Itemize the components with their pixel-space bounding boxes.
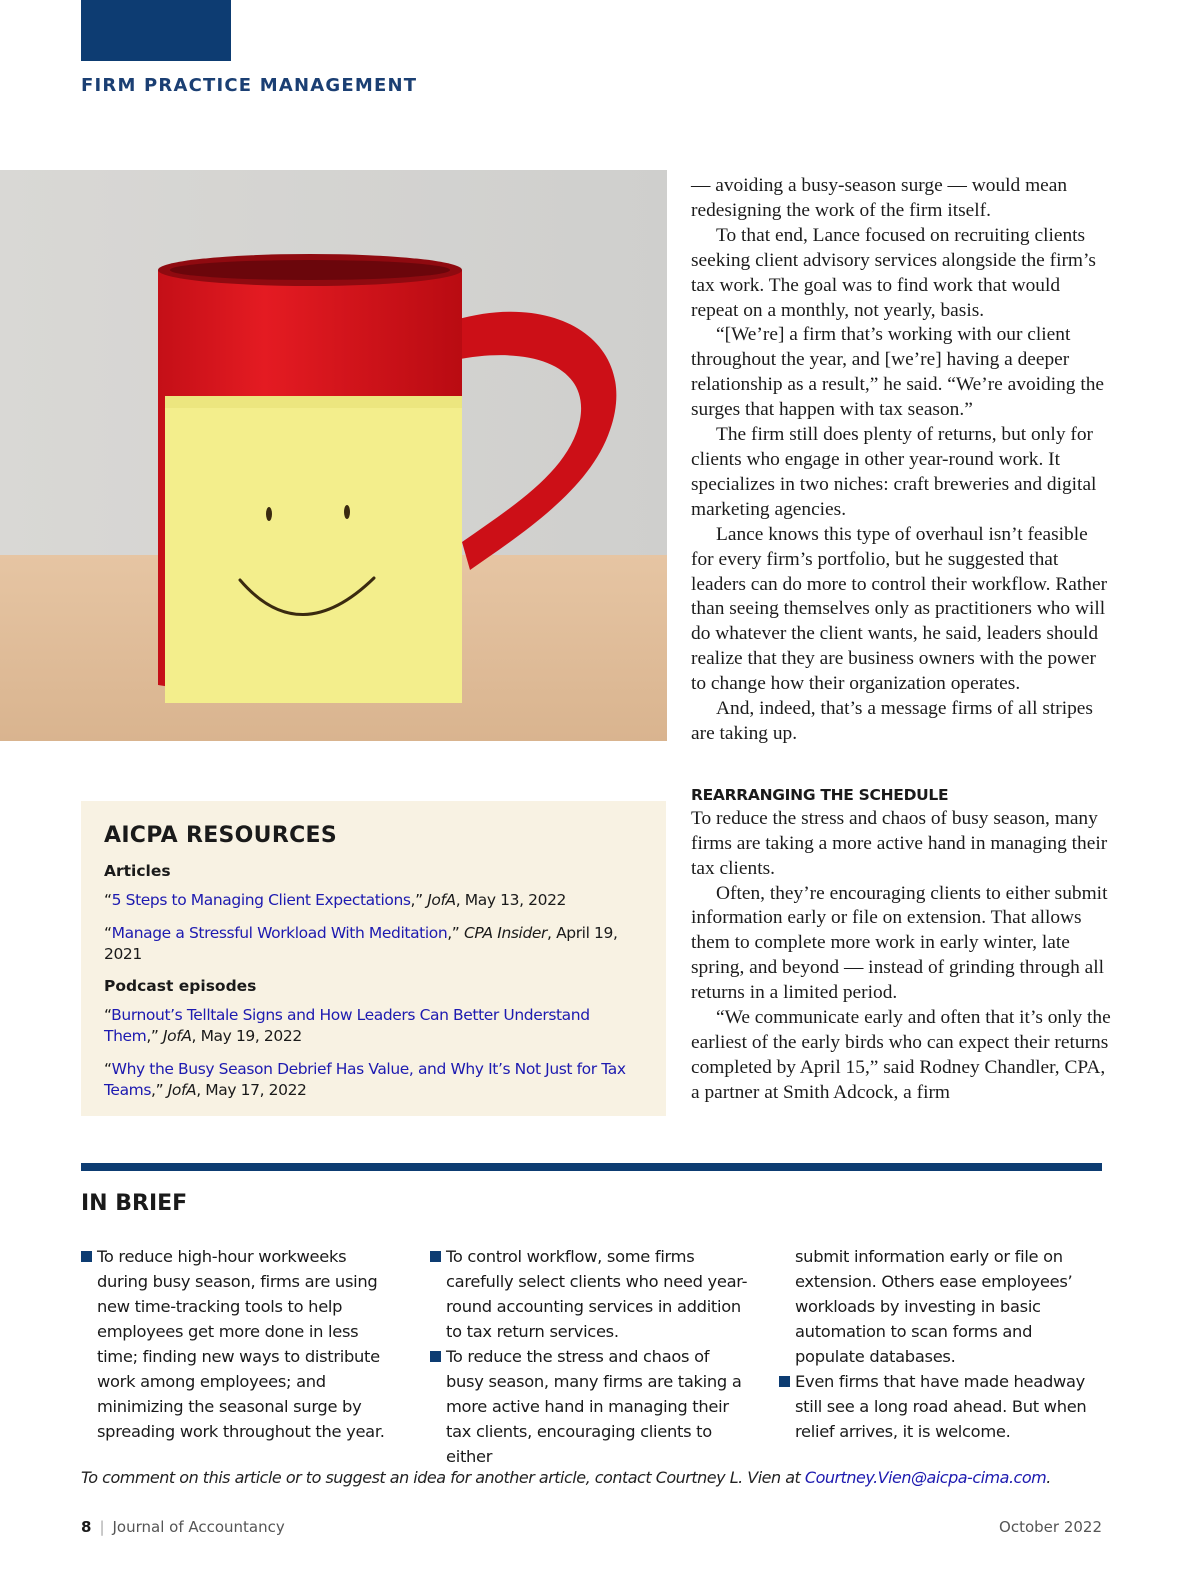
- resource-link[interactable]: Why the Busy Season Debrief Has Value, and Why It’s Not Just for Tax Teams: [104, 1060, 626, 1099]
- resource-link[interactable]: Manage a Stressful Workload With Meditation: [111, 924, 448, 942]
- podcasts-heading: Podcast episodes: [104, 977, 257, 995]
- resource-article: “Manage a Stressful Workload With Meditation,” CPA Insider, April 19, 2021: [104, 924, 618, 963]
- body-paragraph: — avoiding a busy-season surge — would mean redesigning the work of the firm itself.: [691, 175, 1068, 221]
- sticky-note-shade: [165, 396, 462, 408]
- bullet-square-icon: [81, 1251, 92, 1262]
- body-paragraph: To that end, Lance focused on recruiting clients seeking client advisory services alongside the firm’s tax work. The goal was to find work that would repeat on a monthly, not yearly, basis.: [691, 224, 1096, 321]
- sticky-note: [165, 396, 462, 703]
- body-paragraph: The firm still does plenty of returns, but only for clients who engage in other year-round work. It specializes in two niches: craft breweries and digital marketing agencies.: [691, 424, 1097, 520]
- in-brief-bullet: To reduce high-hour workweeks during busy season, firms are using new time-tracking tools to help employees get more done in less time; finding new ways to distribute work among employees; and minimizing the seasonal surge by spreading work throughout the year.: [81, 1244, 401, 1444]
- aicpa-resources-box: [81, 801, 666, 1116]
- in-brief-bullet: To control workflow, some firms carefully select clients who need year-round accounting services in addition to tax return services.: [430, 1244, 748, 1344]
- resource-link[interactable]: Burnout’s Telltale Signs and How Leaders Can Better Understand Them: [104, 1006, 590, 1045]
- bullet-square-icon: [430, 1251, 441, 1262]
- in-brief-rule: [81, 1163, 1102, 1171]
- mug-photo-icon: [0, 170, 667, 741]
- body-paragraph: To reduce the stress and chaos of busy season, many firms are taking a more active hand in managing their tax clients.: [691, 807, 1108, 879]
- comment-invite: To comment on this article or to suggest an idea for another article, contact Courtney L. Vien at Courtney.Vien@aicpa-cima.com.: [81, 1468, 1051, 1487]
- body-paragraph: Often, they’re encouraging clients to either submit information early or file on extension. That allows them to complete more work in early winter, late spring, and beyond — instead of grinding through all returns in a limited period.: [691, 882, 1108, 1004]
- article-body: [691, 174, 1111, 1106]
- footer-separator: |: [99, 1518, 105, 1536]
- resource-article: “5 Steps to Managing Client Expectations,” JofA, May 13, 2022: [104, 891, 566, 909]
- journal-name: Journal of Accountancy: [112, 1518, 285, 1536]
- bullet-square-icon: [779, 1376, 790, 1387]
- section-subheading: REARRANGING THE SCHEDULE: [691, 785, 949, 804]
- body-paragraph: “We communicate early and often that it’s only the earliest of the early birds who can expect their returns completed by April 15,” said Rodney Chandler, CPA, a partner at Smith Adcock, a firm: [691, 1007, 1111, 1103]
- in-brief-continuation: submit information early or file on extension. Others ease employees’ workloads by investing in basic automation to scan forms and populate databases.: [795, 1247, 1073, 1366]
- contact-email-link[interactable]: Courtney.Vien@aicpa-cima.com: [804, 1468, 1047, 1487]
- in-brief-column-2: [430, 1244, 748, 1469]
- page-number: 8: [81, 1518, 92, 1536]
- in-brief-column-3: [779, 1244, 1105, 1444]
- smiley-eye-right: [344, 505, 350, 519]
- body-paragraph: And, indeed, that’s a message firms of all stripes are taking up.: [691, 698, 1093, 744]
- header-color-bar: [81, 0, 231, 61]
- smiley-eye-left: [266, 507, 272, 521]
- section-label: FIRM PRACTICE MANAGEMENT: [81, 75, 418, 96]
- in-brief-bullet: To reduce the stress and chaos of busy season, many firms are taking a more active hand in managing their tax clients, encouraging clients to either: [430, 1344, 748, 1469]
- footer-left: [81, 1518, 285, 1536]
- in-brief-column-1: [81, 1244, 401, 1444]
- resource-link[interactable]: 5 Steps to Managing Client Expectations: [111, 891, 411, 909]
- resource-podcast: “Why the Busy Season Debrief Has Value, and Why It’s Not Just for Tax Teams,” JofA, May 17, 2022: [104, 1060, 626, 1099]
- in-brief-title: IN BRIEF: [81, 1191, 188, 1216]
- resources-title: AICPA RESOURCES: [104, 823, 337, 848]
- bullet-square-icon: [430, 1351, 441, 1362]
- articles-heading: Articles: [104, 862, 171, 880]
- mug-rim-inner: [170, 260, 450, 280]
- body-paragraph: Lance knows this type of overhaul isn’t feasible for every firm’s portfolio, but he suggested that leaders can do more to control their workflow. Rather than seeing themselves only as practitioners who will do whatever the client wants, he said, leaders should realize that they are business owners with the power to change how their organization operates.: [691, 523, 1108, 695]
- issue-date: October 2022: [999, 1518, 1102, 1536]
- in-brief-bullet: Even firms that have made headway still see a long road ahead. But when relief arrives, it is welcome.: [779, 1369, 1105, 1444]
- resource-podcast: “Burnout’s Telltale Signs and How Leaders Can Better Understand Them,” JofA, May 19, 2022: [104, 1006, 590, 1045]
- body-paragraph: “[We’re] a firm that’s working with our client throughout the year, and [we’re] having a deeper relationship as a result,” he said. “We’re avoiding the surges that happen with tax season.”: [691, 324, 1105, 421]
